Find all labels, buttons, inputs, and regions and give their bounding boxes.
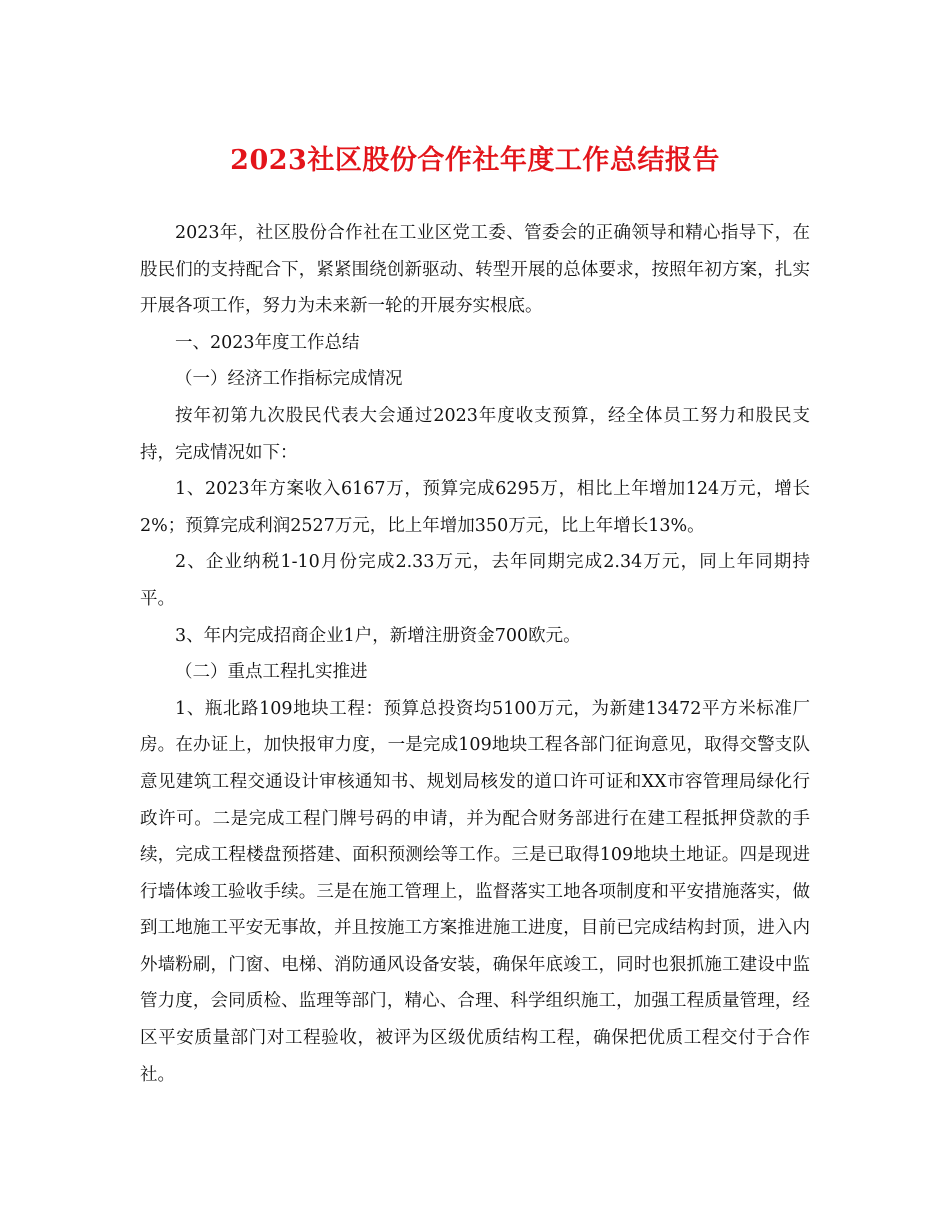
list-item-revenue: 1、2023年方案收入6167万，预算完成6295万，相比上年增加124万元，增长2%；预算完成利润2527万元，比上年增加350万元，比上年增长13%。 <box>140 479 810 536</box>
budget-paragraph: 按年初第九次股民代表大会通过2023年度收支预算，经全体员工努力和股民支持，完成情况如下： <box>140 405 810 463</box>
subsection-heading-economic-indicators: （一）经济工作指标完成情况 <box>175 369 403 390</box>
project-paragraph: 1、瓶北路109地块工程：预算总投资均5100万元，为新建13472平方米标准厂房。在办证上，加快报审力度，一是完成109地块工程各部门征询意见，取得交警支队意见建筑工程交通设计审核通知书、规划局核发的道口许可证和XX市容管理局绿化行政许可。二是完成工程门牌号码的申请，并为配合财务部进行在建工程抵押贷款的手续，完成工程楼盘预搭建、面积预测绘等工作。三是已取得109地块土地证。四是现进行墙体竣工验收手续。三是在施工管理上，监督落实工地各项制度和平安措施落实，做到工地施工平安无事故，并且按施工方案推进施工进度，目前已完成结构封顶，进入内外墙粉刷，门窗、电梯、消防通风设备安装，确保年底竣工，同时也狠抓施工建设中监管力度，会同质检、监理等部门，精心、合理、科学组织施工，加强工程质量管理，经区平安质量部门对工程验收，被评为区级优质结构工程，确保把优质工程交付于合作社。 <box>140 698 810 1085</box>
section-heading-annual-summary: 一、2023年度工作总结 <box>175 332 360 353</box>
list-item-tax: 2、企业纳税1-10月份完成2.33万元，去年同期完成2.34万元，同上年同期持平。 <box>140 552 810 609</box>
document-body <box>140 215 810 1093</box>
list-item-investment: 3、年内完成招商企业1户，新增注册资金700欧元。 <box>175 625 581 646</box>
intro-paragraph: 2023年，社区股份合作社在工业区党工委、管委会的正确领导和精心指导下，在股民们的支持配合下，紧紧围绕创新驱动、转型开展的总体要求，按照年初方案，扎实开展各项工作，努力为未来新一轮的开展夯实根底。 <box>140 223 810 317</box>
subsection-heading-key-projects: （二）重点工程扎实推进 <box>175 662 368 683</box>
document-title: 2023社区股份合作社年度工作总结报告 <box>230 145 720 176</box>
